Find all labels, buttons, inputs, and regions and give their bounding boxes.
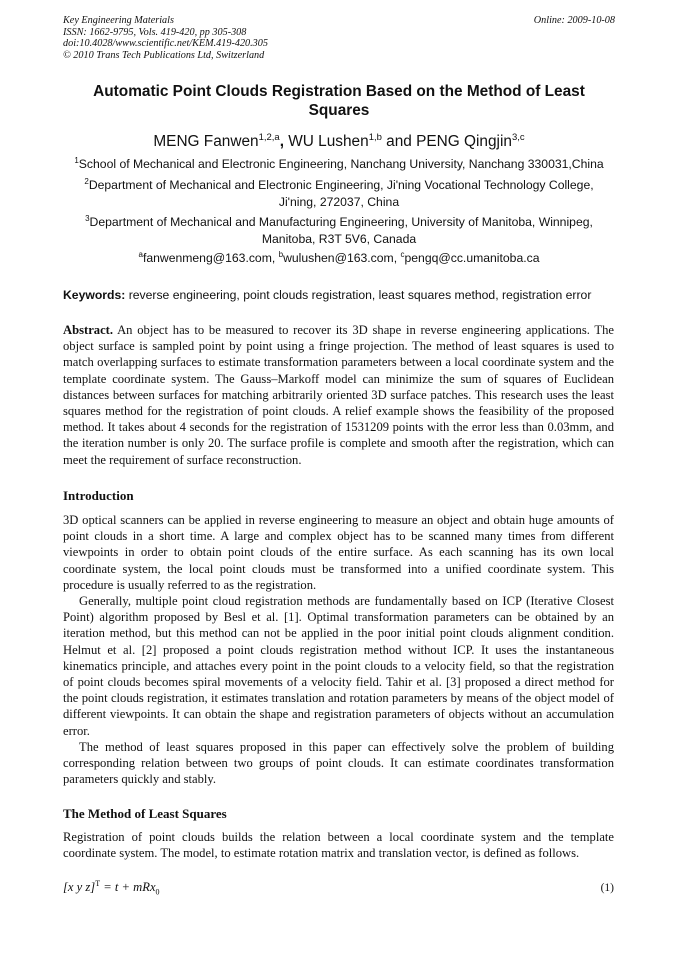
equation-subscript: 0 — [155, 887, 160, 897]
equation-lhs: [x y z] — [63, 880, 96, 894]
section-heading-introduction: Introduction — [63, 488, 134, 503]
affiliation-text: Department of Mechanical and Manufacturing Engineering, University of Manitoba, Winnipeg, Manitoba, R3T 5V6, Canada — [89, 215, 593, 246]
paper-title: Automatic Point Clouds Registration Based on the Method of Least Squares — [93, 83, 585, 119]
affiliation-3 — [63, 214, 615, 247]
email-text: wulushen@163.com, — [283, 251, 401, 265]
author-separator: , — [279, 133, 289, 150]
author-sup: 1,b — [368, 132, 382, 143]
equation-transpose: T — [95, 878, 101, 888]
affiliation-sup: 2 — [84, 177, 89, 186]
email-sup: b — [278, 250, 284, 259]
online-date: Online: 2009-10-08 — [533, 15, 615, 26]
journal-header — [63, 15, 615, 61]
email-list — [63, 250, 615, 267]
doi-line: doi:10.4028/www.scientific.net/KEM.419-420.305 — [63, 38, 268, 50]
author-sup: 3,c — [511, 132, 525, 143]
affiliation-text: School of Mechanical and Electronic Engineering, Nanchang University, Nanchang 330031,China — [78, 157, 604, 171]
issn-line: ISSN: 1662-9795, Vols. 419-420, pp 305-308 — [63, 26, 247, 38]
email-sup: c — [400, 250, 405, 259]
introduction-body — [63, 512, 614, 787]
journal-name: Key Engineering Materials — [63, 15, 174, 26]
affiliation-2 — [63, 177, 615, 210]
equation-number: (1) — [600, 882, 614, 894]
affiliation-sup: 1 — [74, 156, 79, 165]
keywords-text: reverse engineering, point clouds registration, least squares method, registration error — [125, 288, 592, 302]
author-list — [63, 133, 615, 151]
author-sup: 1,2,a — [258, 132, 280, 143]
author-name: MENG Fanwen — [153, 133, 259, 150]
method-paragraph: Registration of point clouds builds the relation between a local coordinate system and the template coordinate system. The model, to estimate rotation matrix and translation vector, is defined as follows. — [63, 830, 614, 861]
abstract — [63, 322, 614, 468]
affiliation-1 — [63, 156, 615, 173]
equation-1 — [63, 879, 614, 895]
email-text: fanwenmeng@163.com, — [142, 251, 279, 265]
copyright-line: © 2010 Trans Tech Publications Ltd, Switzerland — [63, 49, 265, 61]
author-name: WU Lushen — [288, 133, 369, 150]
intro-paragraph: 3D optical scanners can be applied in reverse engineering to measure an object and obtain huge amounts of point clouds in a short time. A large and complex object has to be scanned many times from different viewpoints in order to obtain point clouds of the entire surface. As each scanning has its own local coordinate system, the local point clouds must be transformed into a unified coordinate system. This procedure is usually referred to as the registration. — [63, 513, 614, 592]
email-text: pengq@cc.umanitoba.ca — [404, 251, 540, 265]
keywords-label: Keywords: — [63, 288, 126, 302]
email-sup: a — [138, 250, 143, 259]
equation-rhs: = t + mRx — [100, 880, 156, 894]
affiliation-text: Department of Mechanical and Electronic Engineering, Ji'ning Vocational Technology College, Ji'ning, 272037, China — [88, 178, 594, 209]
affiliation-sup: 3 — [85, 214, 90, 223]
keywords — [63, 287, 623, 303]
author-name: PENG Qingjin — [416, 133, 512, 150]
intro-paragraph: The method of least squares proposed in this paper can effectively solve the problem of building corresponding relation between two groups of point clouds. It can estimate coordinates transformation parameters quickly and stably. — [63, 739, 614, 787]
intro-paragraph: Generally, multiple point cloud registration methods are fundamentally based on ICP (Iterative Closest Point) algorithm proposed by Besl et al. [1]. Optimal transformation parameters can be obtained by an iteration method, but this method can not be applied in the poor initial point clouds alignment condition. Helmut et al. [2] proposed a point clouds registration method without ICP. It uses the instantaneous kinematics principle, and attaches every point in the point clouds to a velocity field, so that the registration of point clouds becomes spiral movements of a velocity field. Tahir et al. [3] proposed a direct method for the point clouds registration, it estimates translation and rotation parameters by means of the object model of different viewpoints. It can obtain the shape and registration parameters of objects without an accumulation error. — [63, 594, 614, 738]
abstract-label: Abstract. — [63, 323, 114, 337]
abstract-text: An object has to be measured to recover its 3D shape in reverse engineering applications. The object surface is sampled point by point using a fringe projection. The method of least squares is used to match overlapping surfaces to estimate transformation parameters between a local coordinate system and the template coordinate system. The Gauss–Markoff model can minimize the sum of squares of Euclidean distances between surfaces for matching arbitrarily oriented 3D surface patches. This research uses the least squares method for the registration of point clouds. A relief example shows the feasibility of the proposed method. It takes about 4 seconds for the registration of 1531209 points with the error less than 0.03mm, and the iteration number is only 20. The surface profile is complete and smooth after the registration, which can meet the requirement of surface reconstruction. — [63, 323, 614, 467]
section-heading-method: The Method of Least Squares — [63, 806, 227, 821]
author-separator: and — [381, 133, 417, 150]
method-body — [63, 829, 614, 861]
